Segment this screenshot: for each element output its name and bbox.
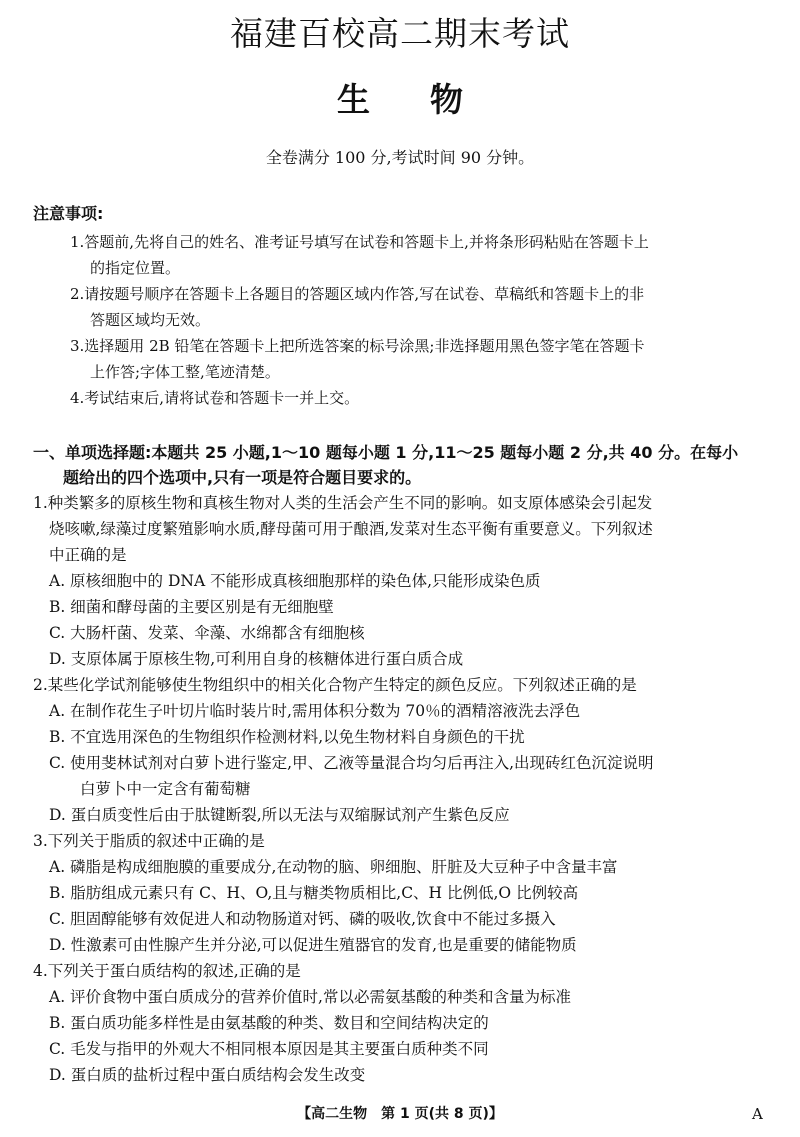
question — [33, 958, 773, 1088]
page-footer: 【高二生物 第 1 页(共 8 页)】 — [297, 1106, 503, 1122]
section-heading — [33, 440, 773, 490]
option-c: C. 使用斐林试剂对白萝卜进行鉴定,甲、乙液等量混合均匀后再注入,出现砖红色沉淀说明 — [49, 754, 654, 772]
option-a: A. 磷脂是构成细胞膜的重要成分,在动物的脑、卵细胞、肝脏及大豆种子中含量丰富 — [49, 858, 618, 876]
question-stem: 1.种类繁多的原核生物和真核生物对人类的生活会产生不同的影响。如支原体感染会引起发 — [33, 494, 653, 512]
notice-line: 答题区域均无效。 — [90, 311, 211, 329]
option-c-continued: 白萝卜中一定含有葡萄糖 — [80, 780, 251, 798]
question-stem: 4.下列关于蛋白质结构的叙述,正确的是 — [33, 962, 301, 980]
question — [33, 672, 773, 828]
notice-item — [70, 229, 770, 281]
subject-char-1: 生 — [337, 80, 370, 119]
notice-title: 注意事项: — [33, 204, 104, 223]
question-list — [33, 490, 773, 1088]
question-stem: 3.下列关于脂质的叙述中正确的是 — [33, 832, 265, 850]
question-stem: 中正确的是 — [49, 546, 127, 564]
option-d: D. 蛋白质变性后由于肽键断裂,所以无法与双缩脲试剂产生紫色反应 — [49, 806, 510, 824]
exam-title: 福建百校高二期末考试 — [230, 14, 570, 53]
subject-char-2: 物 — [430, 80, 463, 119]
question — [33, 828, 773, 958]
option-a: A. 原核细胞中的 DNA 不能形成真核细胞那样的染色体,只能形成染色质 — [49, 572, 541, 590]
section-line: 一、单项选择题:本题共 25 小题,1～10 题每小题 1 分,11～25 题每小题 2 分,共 40 分。在每小 — [33, 443, 739, 462]
notice-item — [70, 385, 770, 411]
notice-line: 2.请按题号顺序在答题卡上各题目的答题区域内作答,写在试卷、草稿纸和答题卡上的非 — [70, 285, 645, 303]
option-a: A. 评价食物中蛋白质成分的营养价值时,常以必需氨基酸的种类和含量为标准 — [49, 988, 571, 1006]
subject-title — [0, 78, 800, 122]
option-b: B. 蛋白质功能多样性是由氨基酸的种类、数目和空间结构决定的 — [49, 1014, 489, 1032]
question-stem: 烧咳嗽,绿藻过度繁殖影响水质,酵母菌可用于酿酒,发菜对生态平衡有重要意义。下列叙述 — [49, 520, 653, 538]
option-d: D. 蛋白质的盐析过程中蛋白质结构会发生改变 — [49, 1066, 366, 1084]
option-b: B. 细菌和酵母菌的主要区别是有无细胞壁 — [49, 598, 334, 616]
notice-line: 上作答;字体工整,笔迹清楚。 — [90, 363, 280, 381]
question — [33, 490, 773, 672]
option-b: B. 脂肪组成元素只有 C、H、O,且与糖类物质相比,C、H 比例低,O 比例较高 — [49, 884, 579, 902]
notice-item — [70, 333, 770, 385]
notice-line: 3.选择题用 2B 铅笔在答题卡上把所选答案的标号涂黑;非选择题用黑色签字笔在答题卡 — [70, 337, 645, 355]
option-c: C. 毛发与指甲的外观大不相同根本原因是其主要蛋白质种类不同 — [49, 1040, 489, 1058]
option-c: C. 胆固醇能够有效促进人和动物肠道对钙、磷的吸收,饮食中不能过多摄入 — [49, 910, 556, 928]
notice-line: 4.考试结束后,请将试卷和答题卡一并上交。 — [70, 389, 360, 407]
section-line: 题给出的四个选项中,只有一项是符合题目要求的。 — [63, 468, 422, 487]
option-d: D. 性激素可由性腺产生并分泌,可以促进生殖器官的发育,也是重要的储能物质 — [49, 936, 577, 954]
question-stem: 2.某些化学试剂能够使生物组织中的相关化合物产生特定的颜色反应。下列叙述正确的是 — [33, 676, 637, 694]
notice-line: 的指定位置。 — [90, 259, 181, 277]
notice-item — [70, 281, 770, 333]
option-c: C. 大肠杆菌、发菜、伞藻、水绵都含有细胞核 — [49, 624, 365, 642]
option-a: A. 在制作花生子叶切片临时装片时,需用体积分数为 70％的酒精溶液洗去浮色 — [49, 702, 581, 720]
paper-version: A — [752, 1105, 763, 1123]
notice-line: 1.答题前,先将自己的姓名、准考证号填写在试卷和答题卡上,并将条形码粘贴在答题卡上 — [70, 233, 649, 251]
exam-meta: 全卷满分 100 分,考试时间 90 分钟。 — [265, 148, 535, 167]
option-d: D. 支原体属于原核生物,可利用自身的核糖体进行蛋白质合成 — [49, 650, 464, 668]
notice-list — [70, 229, 770, 411]
option-b: B. 不宜选用深色的生物组织作检测材料,以免生物材料自身颜色的干扰 — [49, 728, 525, 746]
